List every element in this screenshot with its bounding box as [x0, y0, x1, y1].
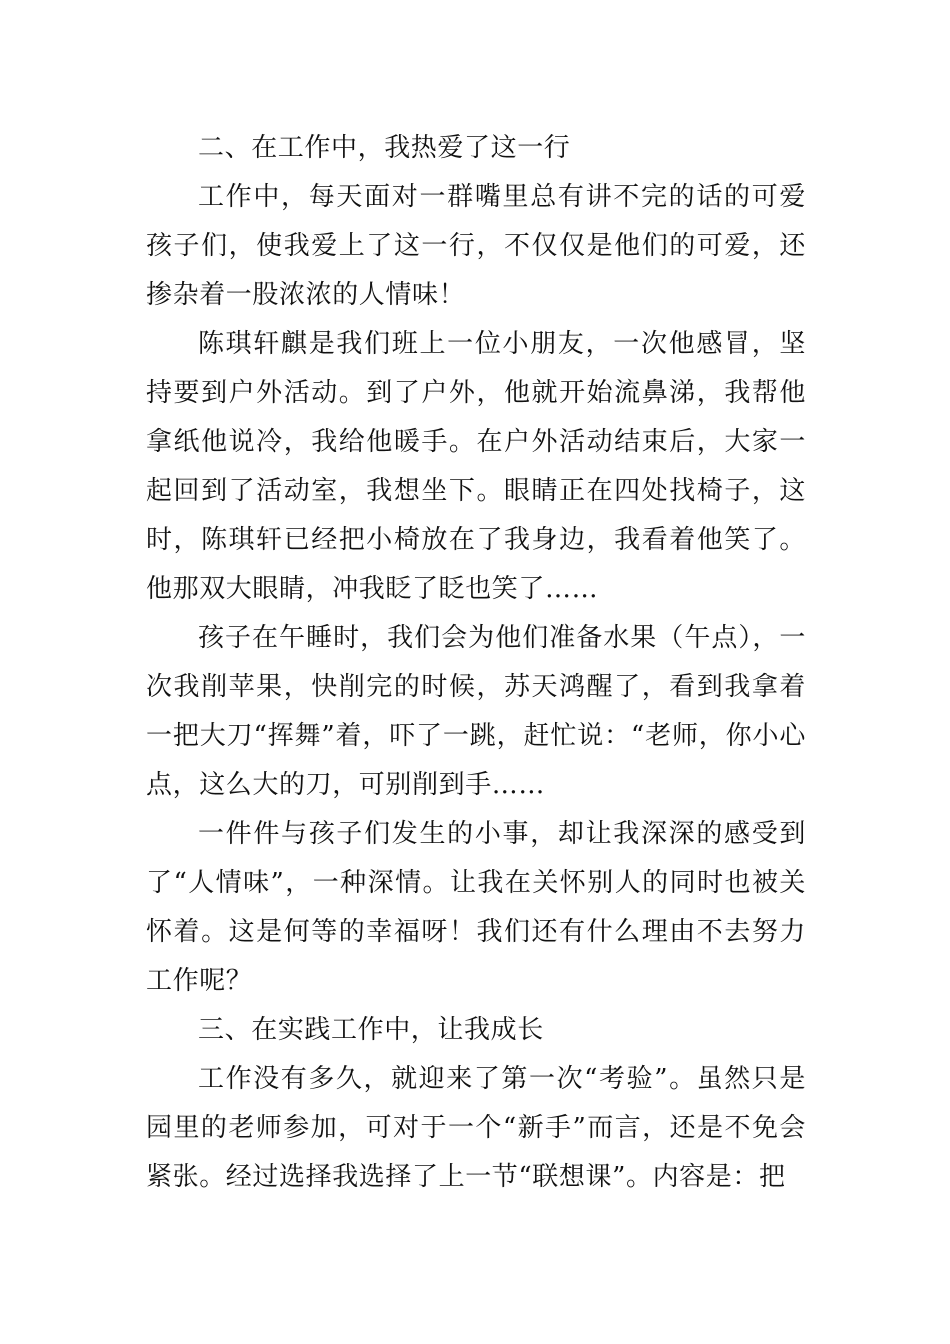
paragraph-love-the-job: 工作中，每天面对一群嘴里总有讲不完的话的可爱孩子们，使我爱上了这一行，不仅仅是他们的可爱，还掺杂着一股浓浓的人情味！	[146, 182, 806, 310]
paragraph-human-touch: 一件件与孩子们发生的小事，却让我深深的感受到了“人情味”，一种深情。让我在关怀别人的同时也被关怀着。这是何等的幸福呀！我们还有什么理由不去努力工作呢？	[146, 819, 806, 996]
section-heading-two: 二、在工作中，我热爱了这一行	[198, 133, 571, 163]
paragraph-first-test: 工作没有多久，就迎来了第一次“考验”。虽然只是园里的老师参加，可对于一个“新手”而言，还是不免会紧张。经过选择我选择了上一节“联想课”。内容是：把	[146, 1064, 806, 1192]
document-body	[146, 124, 806, 1202]
section-heading-three: 三、在实践工作中，让我成长	[198, 1015, 544, 1045]
paragraph-apple-story: 孩子在午睡时，我们会为他们准备水果（午点），一次我削苹果，快削完的时候，苏天鸿醒了，看到我拿着一把大刀“挥舞”着，吓了一跳，赶忙说：“老师，你小心点，这么大的刀，可别削到手……	[146, 623, 806, 800]
paragraph-chen-qixuan-story: 陈琪轩麒是我们班上一位小朋友，一次他感冒，坚持要到户外活动。到了户外，他就开始流鼻涕，我帮他拿纸他说冷，我给他暖手。在户外活动结束后，大家一起回到了活动室，我想坐下。眼睛正在四处找椅子，这时，陈琪轩已经把小椅放在了我身边，我看着他笑了。他那双大眼睛，冲我眨了眨也笑了……	[146, 329, 806, 604]
